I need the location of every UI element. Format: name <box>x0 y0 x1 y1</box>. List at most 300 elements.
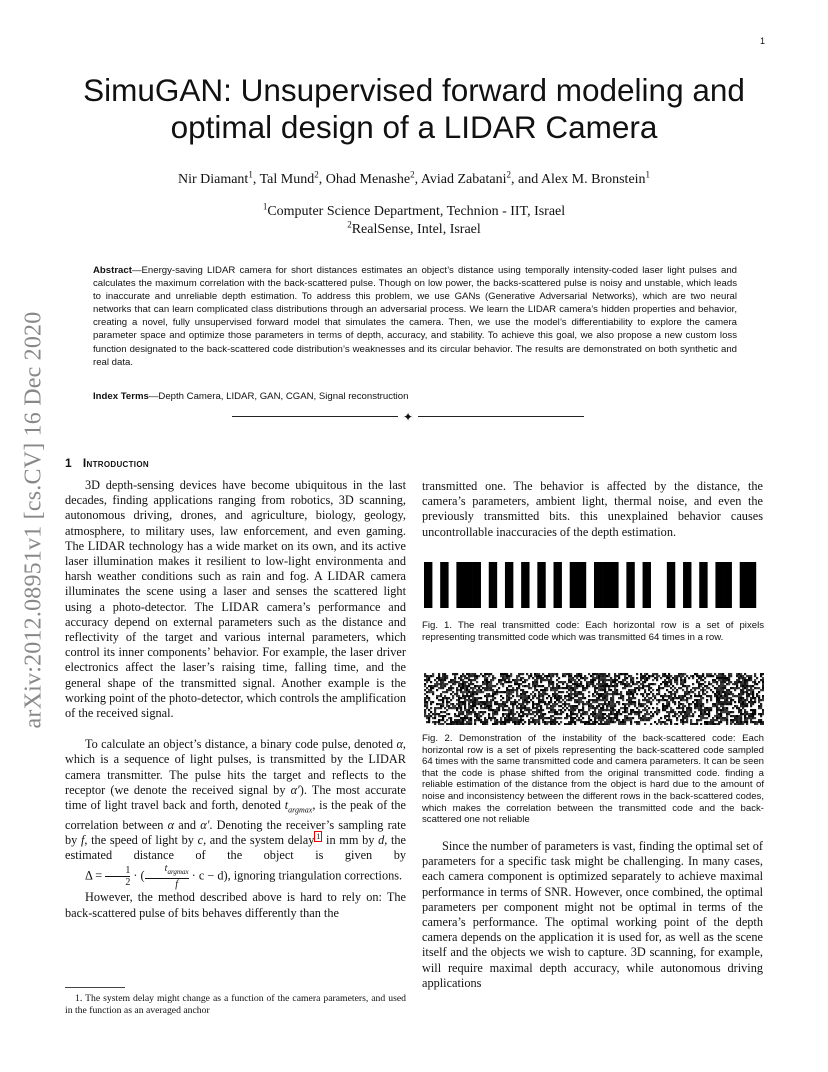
noise-pixel <box>546 703 548 705</box>
noise-pixel <box>530 713 532 715</box>
text-run: in mm by <box>322 832 379 847</box>
noise-pixel <box>604 679 606 681</box>
noise-pixel <box>590 719 592 721</box>
noise-pixel <box>532 691 534 693</box>
noise-pixel <box>592 677 594 679</box>
noise-pixel <box>602 693 604 695</box>
noise-pixel <box>760 689 762 691</box>
noise-pixel <box>616 701 618 703</box>
noise-pixel <box>730 711 732 713</box>
noise-pixel <box>724 711 726 713</box>
noise-pixel <box>686 701 688 703</box>
noise-pixel <box>604 695 606 697</box>
noise-pixel <box>516 689 518 691</box>
noise-pixel <box>632 703 634 705</box>
noise-pixel <box>618 709 620 711</box>
noise-pixel <box>630 723 632 725</box>
noise-pixel <box>612 681 614 683</box>
noise-pixel <box>508 689 510 691</box>
noise-pixel <box>492 689 494 691</box>
noise-pixel <box>520 697 522 699</box>
noise-pixel <box>434 715 436 717</box>
noise-pixel <box>624 707 626 709</box>
noise-pixel <box>570 711 572 713</box>
noise-pixel <box>440 695 442 697</box>
noise-pixel <box>582 713 584 715</box>
noise-pixel <box>620 697 622 699</box>
noise-pixel <box>630 703 632 705</box>
noise-pixel <box>728 703 730 705</box>
noise-pixel <box>466 717 468 719</box>
noise-pixel <box>498 703 500 705</box>
noise-pixel <box>632 693 634 695</box>
noise-pixel <box>452 691 454 693</box>
noise-pixel <box>732 695 734 697</box>
noise-pixel <box>628 699 630 701</box>
noise-pixel <box>684 677 686 679</box>
noise-pixel <box>720 721 722 723</box>
noise-pixel <box>582 677 584 679</box>
noise-pixel <box>670 681 672 683</box>
math-alpha-prime: α′ <box>290 782 300 797</box>
noise-pixel <box>702 675 704 677</box>
noise-pixel <box>612 707 614 709</box>
noise-pixel <box>598 675 600 677</box>
noise-pixel <box>658 709 660 711</box>
noise-pixel <box>486 679 488 681</box>
noise-pixel <box>570 691 572 693</box>
noise-pixel <box>552 695 554 697</box>
noise-pixel <box>440 707 442 709</box>
noise-pixel <box>582 695 584 697</box>
noise-pixel <box>538 721 540 723</box>
noise-pixel <box>754 681 756 683</box>
noise-pixel <box>452 703 454 705</box>
noise-pixel <box>682 679 684 681</box>
noise-pixel <box>470 699 472 701</box>
noise-pixel <box>534 675 536 677</box>
noise-pixel <box>620 691 622 693</box>
noise-pixel <box>546 721 548 723</box>
noise-pixel <box>742 721 744 723</box>
noise-pixel <box>442 687 444 689</box>
noise-pixel <box>468 711 470 713</box>
noise-pixel <box>430 675 432 677</box>
noise-pixel <box>508 677 510 679</box>
noise-pixel <box>586 711 588 713</box>
noise-pixel <box>538 703 540 705</box>
noise-pixel <box>618 677 620 679</box>
noise-pixel <box>720 719 722 721</box>
noise-pixel <box>684 699 686 701</box>
noise-pixel <box>610 711 612 713</box>
noise-pixel <box>500 691 502 693</box>
noise-pixel <box>494 721 496 723</box>
noise-pixel <box>740 709 742 711</box>
noise-pixel <box>494 713 496 715</box>
noise-pixel <box>534 719 536 721</box>
noise-pixel <box>702 703 704 705</box>
noise-pixel <box>506 693 508 695</box>
noise-pixel <box>644 675 646 677</box>
noise-pixel <box>484 707 486 709</box>
noise-pixel <box>682 703 684 705</box>
right-paragraph-2: Since the number of parameters is vast, finding the optimal set of parameters for a specific task might be challenging. In many cases, each camera component is optimized separately to achieve maximal performance in terms of SNR. However, once combined, the optimal parameters per component might not be optimal in terms of the camera’s performance. The optimal working point of the depth camera depends on the application it is used for, as well as the scene itself and the objects we wish to capture. 3D scanning, for example, will require maximal depth accuracy, while autonomous driving applications <box>422 839 764 990</box>
noise-pixel <box>716 699 718 701</box>
noise-pixel <box>740 697 742 699</box>
noise-pixel <box>648 693 650 695</box>
noise-pixel <box>558 699 560 701</box>
noise-pixel <box>424 689 426 691</box>
noise-pixel <box>528 709 530 711</box>
noise-pixel <box>486 677 488 679</box>
noise-pixel <box>754 679 756 681</box>
noise-pixel <box>496 721 498 723</box>
noise-pixel <box>512 695 514 697</box>
noise-pixel <box>472 707 474 709</box>
noise-pixel <box>432 693 434 695</box>
noise-pixel <box>480 721 482 723</box>
noise-pixel <box>714 673 716 675</box>
noise-pixel <box>666 699 668 701</box>
noise-pixel <box>672 711 674 713</box>
noise-pixel <box>682 717 684 719</box>
noise-pixel <box>758 695 760 697</box>
noise-pixel <box>472 687 474 689</box>
noise-pixel <box>690 707 692 709</box>
noise-pixel <box>722 707 724 709</box>
noise-pixel <box>668 697 670 699</box>
noise-pixel <box>500 717 502 719</box>
noise-pixel <box>556 689 558 691</box>
noise-pixel <box>576 695 578 697</box>
noise-pixel <box>646 709 648 711</box>
noise-pixel <box>482 683 484 685</box>
noise-pixel <box>526 701 528 703</box>
noise-pixel <box>548 701 550 703</box>
noise-pixel <box>510 675 512 677</box>
noise-pixel <box>646 705 648 707</box>
author-name: Alex M. Bronstein <box>540 172 646 187</box>
noise-pixel <box>480 673 482 675</box>
noise-pixel <box>744 699 746 701</box>
noise-pixel <box>746 697 748 699</box>
noise-pixel <box>720 715 722 717</box>
noise-pixel <box>458 697 460 699</box>
noise-pixel <box>682 685 684 687</box>
noise-pixel <box>536 675 538 677</box>
noise-pixel <box>740 685 742 687</box>
math-alpha: α <box>396 737 403 752</box>
noise-pixel <box>478 703 480 705</box>
noise-pixel <box>538 709 540 711</box>
code-bar <box>602 562 610 608</box>
noise-pixel <box>602 677 604 679</box>
noise-pixel <box>442 699 444 701</box>
noise-pixel <box>486 685 488 687</box>
noise-pixel <box>530 699 532 701</box>
footnote-link[interactable]: 1 <box>316 831 321 841</box>
noise-pixel <box>536 721 538 723</box>
noise-pixel <box>424 705 426 707</box>
noise-pixel <box>508 717 510 719</box>
noise-pixel <box>730 673 732 675</box>
noise-pixel <box>574 675 576 677</box>
noise-pixel <box>736 683 738 685</box>
noise-pixel <box>514 701 516 703</box>
noise-pixel <box>590 723 592 725</box>
noise-pixel <box>680 677 682 679</box>
noise-pixel <box>726 715 728 717</box>
noise-pixel <box>508 679 510 681</box>
noise-pixel <box>606 703 608 705</box>
noise-pixel <box>680 687 682 689</box>
noise-pixel <box>702 713 704 715</box>
noise-pixel <box>424 693 426 695</box>
noise-pixel <box>564 675 566 677</box>
noise-pixel <box>492 677 494 679</box>
noise-pixel <box>494 709 496 711</box>
noise-pixel <box>572 683 574 685</box>
noise-pixel <box>544 701 546 703</box>
code-bar <box>715 562 723 608</box>
noise-pixel <box>690 675 692 677</box>
noise-pixel <box>762 673 764 675</box>
noise-pixel <box>744 721 746 723</box>
noise-pixel <box>482 701 484 703</box>
noise-pixel <box>742 705 744 707</box>
noise-pixel <box>486 681 488 683</box>
noise-pixel <box>524 679 526 681</box>
noise-pixel <box>542 693 544 695</box>
noise-pixel <box>680 683 682 685</box>
noise-pixel <box>744 701 746 703</box>
noise-pixel <box>474 693 476 695</box>
noise-pixel <box>644 697 646 699</box>
noise-pixel <box>506 713 508 715</box>
noise-pixel <box>634 703 636 705</box>
noise-pixel <box>728 679 730 681</box>
noise-pixel <box>428 679 430 681</box>
noise-pixel <box>590 713 592 715</box>
noise-pixel <box>498 691 500 693</box>
noise-pixel <box>532 685 534 687</box>
noise-pixel <box>758 697 760 699</box>
noise-pixel <box>674 723 676 725</box>
noise-pixel <box>754 711 756 713</box>
noise-pixel <box>514 699 516 701</box>
noise-pixel <box>598 695 600 697</box>
noise-pixel <box>596 707 598 709</box>
noise-pixel <box>502 701 504 703</box>
noise-pixel <box>754 713 756 715</box>
noise-pixel <box>748 715 750 717</box>
text-run: and <box>174 817 201 832</box>
noise-pixel <box>592 683 594 685</box>
noise-pixel <box>544 713 546 715</box>
noise-pixel <box>736 679 738 681</box>
noise-pixel <box>646 693 648 695</box>
noise-pixel <box>568 685 570 687</box>
noise-pixel <box>446 691 448 693</box>
noise-pixel <box>730 723 732 725</box>
noise-pixel <box>700 715 702 717</box>
noise-pixel <box>670 721 672 723</box>
noise-pixel <box>526 685 528 687</box>
noise-pixel <box>456 703 458 705</box>
noise-pixel <box>670 711 672 713</box>
noise-pixel <box>740 723 742 725</box>
noise-pixel <box>696 673 698 675</box>
noise-pixel <box>674 711 676 713</box>
noise-pixel <box>488 673 490 675</box>
noise-pixel <box>534 683 536 685</box>
noise-pixel <box>628 685 630 687</box>
noise-pixel <box>630 691 632 693</box>
noise-pixel <box>654 721 656 723</box>
math-t-argmax <box>284 798 313 815</box>
noise-pixel <box>742 685 744 687</box>
noise-pixel <box>428 685 430 687</box>
code-bar <box>748 562 756 608</box>
noise-pixel <box>470 705 472 707</box>
noise-pixel <box>618 711 620 713</box>
affiliations <box>160 203 668 239</box>
noise-pixel <box>508 691 510 693</box>
noise-pixel <box>694 689 696 691</box>
noise-pixel <box>578 679 580 681</box>
noise-pixel <box>654 677 656 679</box>
noise-pixel <box>684 679 686 681</box>
noise-pixel <box>466 685 468 687</box>
noise-pixel <box>492 693 494 695</box>
noise-pixel <box>680 699 682 701</box>
noise-pixel <box>494 703 496 705</box>
noise-pixel <box>602 703 604 705</box>
noise-pixel <box>624 705 626 707</box>
noise-pixel <box>596 721 598 723</box>
text-run: , the speed of light by <box>84 832 198 847</box>
noise-pixel <box>684 721 686 723</box>
noise-pixel <box>648 713 650 715</box>
noise-pixel <box>496 723 498 725</box>
noise-pixel <box>626 693 628 695</box>
noise-pixel <box>730 697 732 699</box>
noise-pixel <box>610 693 612 695</box>
noise-pixel <box>492 685 494 687</box>
noise-pixel <box>610 677 612 679</box>
noise-pixel <box>492 711 494 713</box>
noise-pixel <box>434 711 436 713</box>
noise-pixel <box>476 689 478 691</box>
noise-pixel <box>442 691 444 693</box>
noise-pixel <box>496 711 498 713</box>
noise-pixel <box>570 705 572 707</box>
noise-pixel <box>758 687 760 689</box>
noise-pixel <box>458 695 460 697</box>
noise-pixel <box>570 709 572 711</box>
noise-pixel <box>762 685 764 687</box>
noise-pixel <box>682 675 684 677</box>
noise-pixel <box>504 717 506 719</box>
noise-pixel <box>528 723 530 725</box>
noise-pixel <box>724 695 726 697</box>
noise-pixel <box>762 709 764 711</box>
fraction-numerator <box>145 863 189 879</box>
noise-pixel <box>482 707 484 709</box>
noise-pixel <box>568 677 570 679</box>
noise-pixel <box>604 709 606 711</box>
noise-pixel <box>750 679 752 681</box>
noise-pixel <box>602 715 604 717</box>
noise-pixel <box>700 679 702 681</box>
noise-pixel <box>532 711 534 713</box>
noise-pixel <box>648 685 650 687</box>
noise-pixel <box>442 701 444 703</box>
noise-pixel <box>430 715 432 717</box>
noise-pixel <box>488 689 490 691</box>
noise-pixel <box>598 699 600 701</box>
noise-pixel <box>648 701 650 703</box>
noise-pixel <box>752 695 754 697</box>
noise-pixel <box>440 699 442 701</box>
noise-pixel <box>626 673 628 675</box>
noise-pixel <box>516 721 518 723</box>
noise-pixel <box>566 687 568 689</box>
noise-pixel <box>610 679 612 681</box>
noise-pixel <box>722 687 724 689</box>
noise-pixel <box>466 715 468 717</box>
noise-pixel <box>612 709 614 711</box>
noise-pixel <box>448 707 450 709</box>
noise-pixel <box>556 695 558 697</box>
noise-pixel <box>616 691 618 693</box>
noise-pixel <box>542 721 544 723</box>
noise-pixel <box>536 673 538 675</box>
noise-pixel <box>576 681 578 683</box>
noise-pixel <box>540 681 542 683</box>
noise-pixel <box>686 721 688 723</box>
noise-pixel <box>640 679 642 681</box>
noise-pixel <box>610 685 612 687</box>
noise-pixel <box>568 687 570 689</box>
noise-pixel <box>598 677 600 679</box>
noise-pixel <box>508 709 510 711</box>
noise-pixel <box>646 677 648 679</box>
noise-pixel <box>712 719 714 721</box>
noise-pixel <box>560 717 562 719</box>
noise-pixel <box>462 675 464 677</box>
noise-pixel <box>676 719 678 721</box>
index-terms-text: —Depth Camera, LIDAR, GAN, CGAN, Signal reconstruction <box>148 391 409 402</box>
noise-pixel <box>754 675 756 677</box>
noise-pixel <box>760 723 762 725</box>
noise-pixel <box>466 721 468 723</box>
noise-pixel <box>562 707 564 709</box>
noise-pixel <box>748 693 750 695</box>
noise-pixel <box>516 717 518 719</box>
noise-pixel <box>560 681 562 683</box>
noise-pixel <box>538 717 540 719</box>
noise-pixel <box>694 705 696 707</box>
noise-pixel <box>516 707 518 709</box>
noise-pixel <box>700 719 702 721</box>
noise-pixel <box>558 701 560 703</box>
noise-pixel <box>604 717 606 719</box>
noise-pixel <box>658 691 660 693</box>
noise-pixel <box>618 703 620 705</box>
noise-pixel <box>598 713 600 715</box>
